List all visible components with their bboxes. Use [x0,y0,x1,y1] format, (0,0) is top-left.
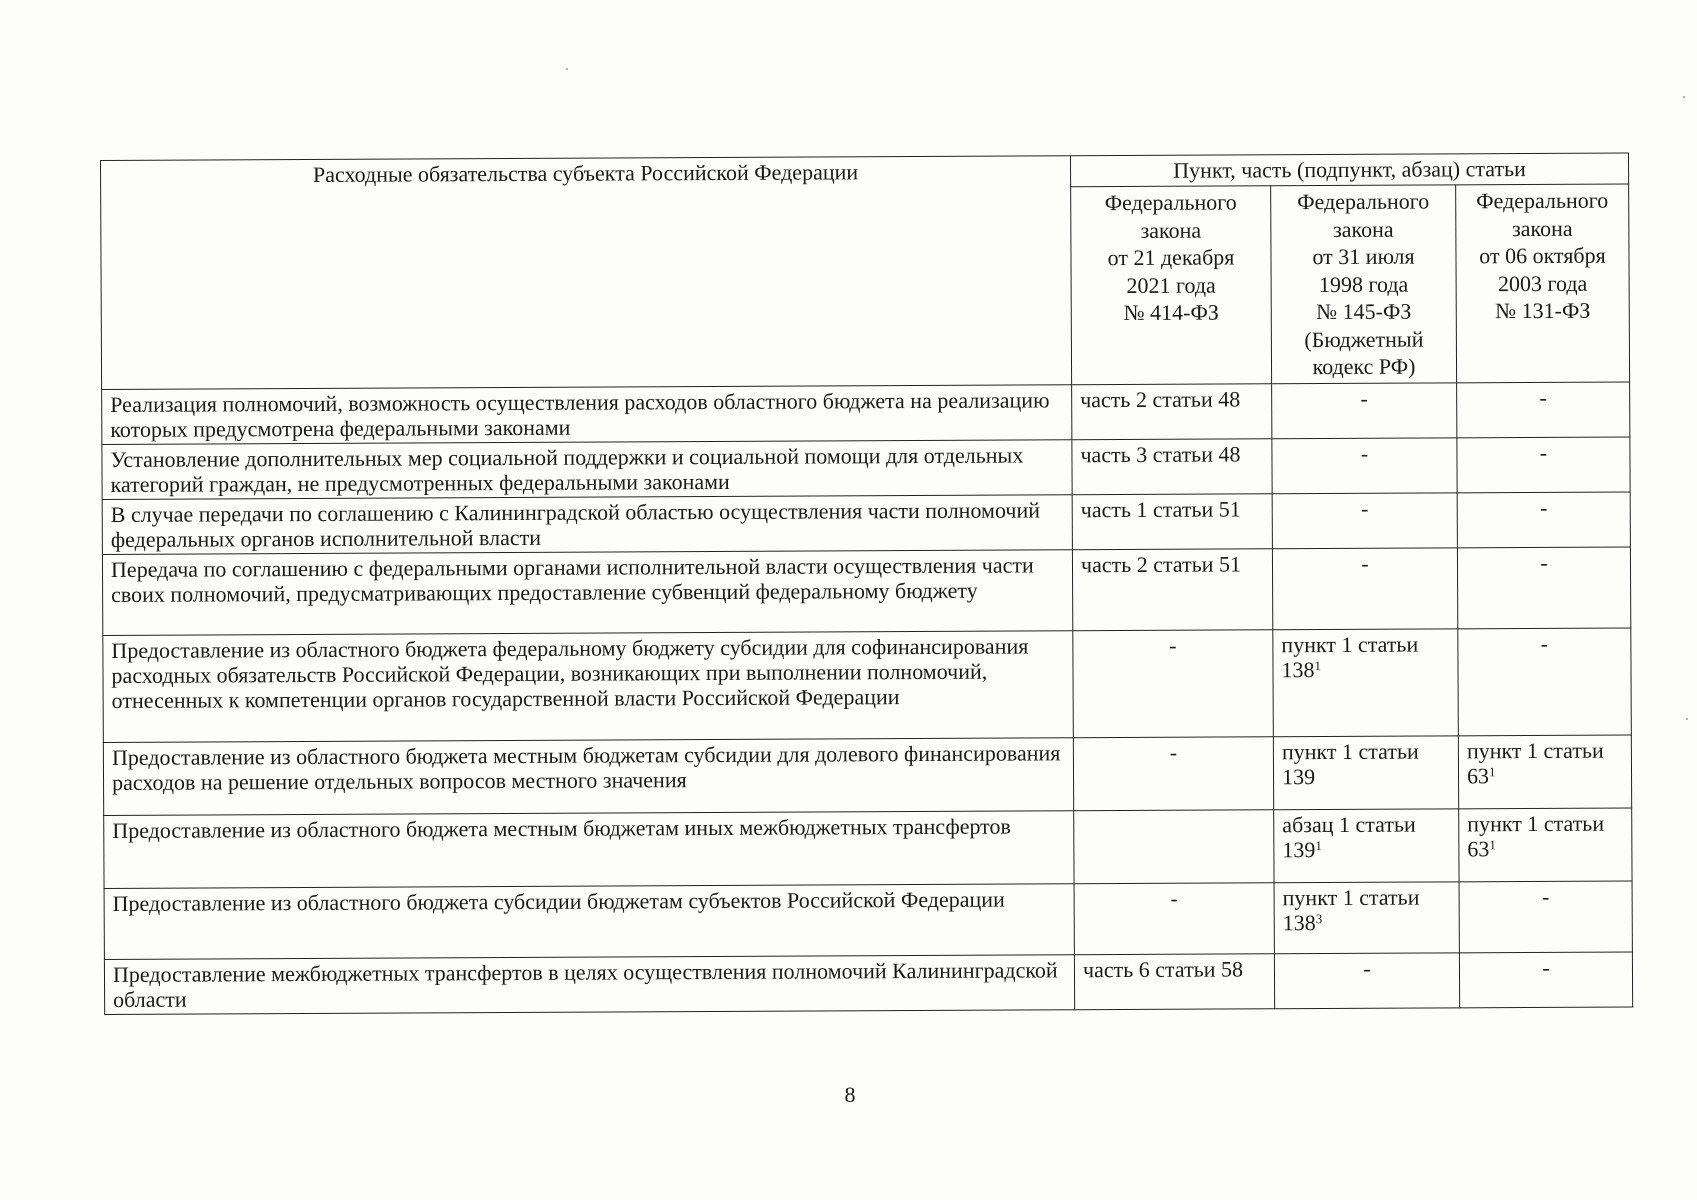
row-description: Предоставление межбюджетных трансфертов в целях осуществления полномочий Калининградской области [104,954,1074,1014]
header-line: закона [1511,215,1573,241]
footnote-mark: 3 [1315,910,1323,926]
footnote-mark: 1 [1489,836,1496,852]
ref-fz414: часть 6 статьи 58 [1074,953,1274,1009]
ref-fz145: - [1272,492,1457,548]
header-line: от 21 декабря [1107,244,1235,271]
row-description: В случае передачи по соглашению с Калининградской областью осуществления части полномочий федеральных органов исполнительной власти [102,494,1072,554]
expenditure-obligations-table [100,153,1633,1015]
ref-fz145: - [1272,547,1457,629]
ref-fz145 [1273,628,1459,736]
row-description: Предоставление из областного бюджета субсидии бюджетам субъектов Российской Федерации [104,883,1074,959]
table-row [103,735,1631,815]
ref-fz414: - [1074,882,1274,954]
header-line: № 145-ФЗ [1316,298,1412,325]
header-line: закона [1332,216,1394,242]
header-line: (Бюджетный [1304,326,1424,352]
ref-fz414: часть 2 статьи 51 [1072,548,1272,630]
header-line: 1998 года [1318,271,1409,297]
header-line: кодекс РФ) [1312,353,1416,380]
ref-text: пункт 1 статьи 138 [1282,884,1420,935]
footnote-mark: 1 [1488,763,1496,779]
header-article-group: Пункт, часть (подпункт, абзац) статьи [1070,153,1628,187]
scan-speck [1683,96,1685,98]
header-line: 2021 года [1126,272,1216,298]
scan-speck [566,68,568,70]
ref-fz131: - [1457,547,1630,629]
ref-fz145: - [1272,437,1457,493]
table-row [102,492,1630,554]
table-row [103,628,1632,742]
ref-text: абзац 1 статьи 139 [1282,811,1416,862]
ref-fz131: - [1457,492,1630,548]
ref-fz131: - [1459,952,1632,1008]
ref-fz145: - [1272,382,1457,438]
footnote-mark: 1 [1314,657,1322,673]
header-law-131 [1456,184,1630,382]
header-line: № 131-ФЗ [1495,297,1591,324]
page-number: 8 [844,1082,856,1107]
ref-fz414: - [1073,629,1274,737]
header-line: № 414-ФЗ [1123,299,1219,325]
ref-text: пункт 1 статьи 63 [1466,737,1604,788]
table-row [104,952,1632,1014]
ref-text: пункт 1 статьи 63 [1467,810,1605,861]
ref-fz131: - [1457,382,1630,438]
table-row [102,437,1630,499]
header-obligations: Расходные обязательства субъекта Российской Федерации [101,156,1072,389]
header-line: от 31 июля [1312,243,1415,270]
header-law-145 [1271,185,1457,383]
ref-fz145 [1274,881,1459,953]
row-description: Предоставление из областного бюджета федеральному бюджету субсидии для софинансирования расходных обязательств Российской Федерации, возникающих при выполнении полномочий, отнесенных к компетенции органов государственной власти Российской Федерации [103,630,1074,742]
table-row [102,382,1630,444]
table-row [104,881,1632,959]
ref-fz414: часть 3 статьи 48 [1072,438,1272,494]
ref-fz131 [1458,735,1631,809]
ref-fz414 [1074,809,1274,883]
ref-fz414: - [1073,736,1273,810]
row-description: Реализация полномочий, возможность осуществления расходов областного бюджета на реализацию которых предусмотрена федеральными законами [102,384,1072,444]
row-description: Передача по соглашению с федеральными органами исполнительной власти осуществления части своих полномочий, предусматривающих предоставление субвенций федеральному бюджету [102,549,1072,635]
ref-fz145: пункт 1 статьи 139 [1273,735,1458,809]
header-line: Федерального [1476,187,1609,214]
ref-fz145: - [1274,952,1459,1008]
table-container [100,153,1632,1015]
table-row [104,808,1632,888]
header-line: Федерального [1104,189,1237,216]
row-description: Установление дополнительных мер социальной поддержки и социальной помощи для отдельных категорий граждан, не предусмотренных федеральными законами [102,439,1072,499]
header-law-414 [1071,186,1272,384]
row-description: Предоставление из областного бюджета местным бюджетам субсидии для долевого финансирования расходов на решение отдельных вопросов местного значения [103,737,1073,815]
ref-fz145 [1274,808,1459,882]
header-line: от 06 октября [1479,242,1606,269]
ref-text: пункт 1 статьи 138 [1281,631,1419,682]
ref-fz131: - [1458,628,1632,736]
scan-speck [1686,718,1688,720]
footnote-mark: 1 [1315,837,1322,853]
header-line: 2003 года [1497,270,1588,296]
header-line: закона [1140,217,1202,243]
row-description: Предоставление из областного бюджета местным бюджетам иных межбюджетных трансфертов [104,810,1074,888]
table-row [102,547,1630,635]
header-line: Федерального [1297,188,1430,215]
ref-fz414: часть 2 статьи 48 [1072,383,1272,439]
ref-fz131: - [1459,881,1632,953]
ref-fz414: часть 1 статьи 51 [1072,493,1272,549]
ref-fz131: - [1457,437,1630,493]
ref-fz131 [1459,808,1632,882]
